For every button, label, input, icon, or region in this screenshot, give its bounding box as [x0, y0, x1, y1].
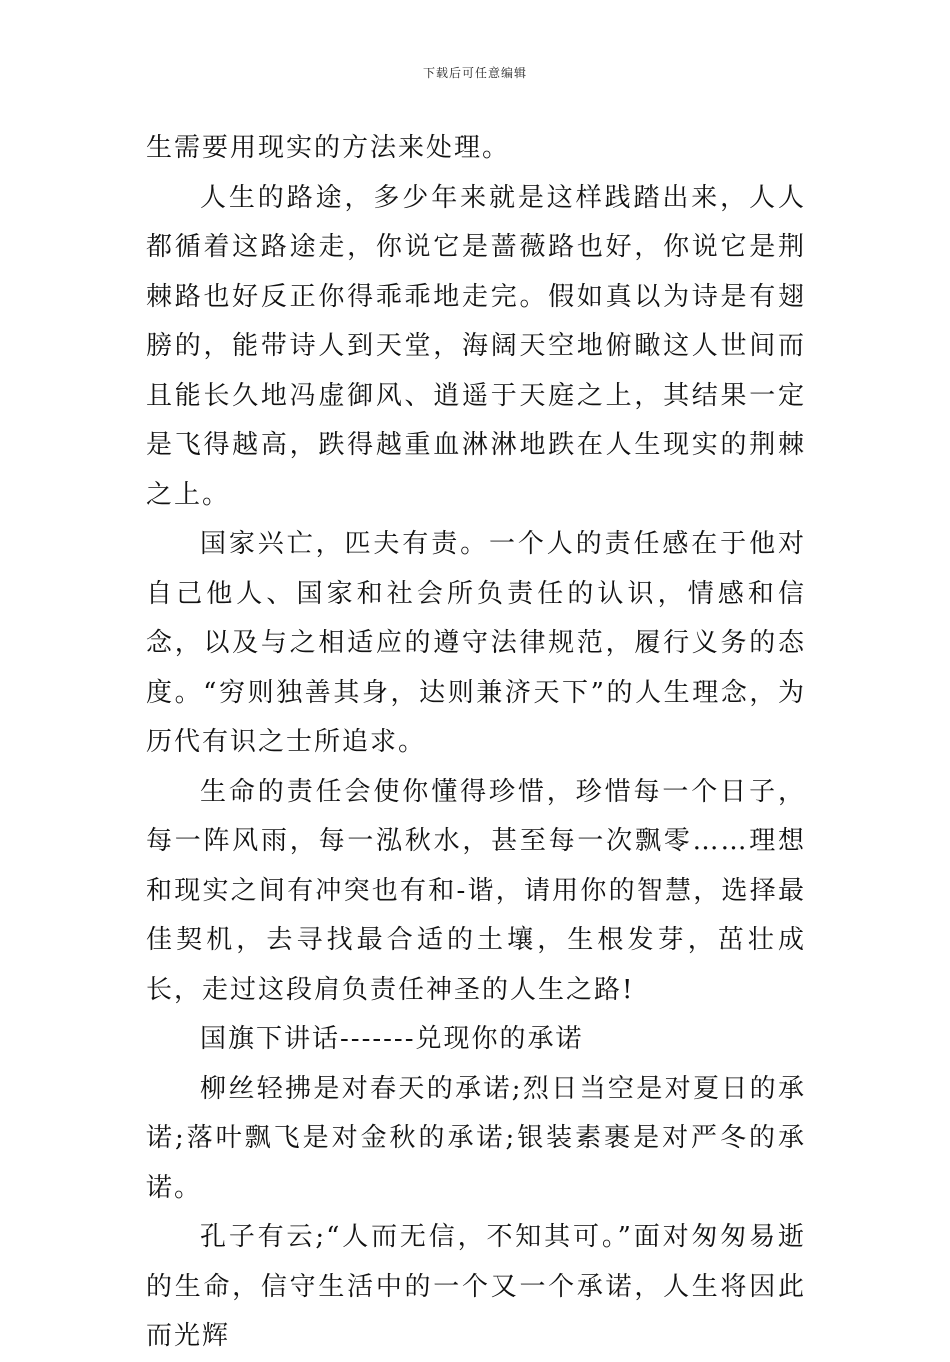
- body-text: [146, 124, 806, 1362]
- paragraph-5: 柳丝轻拂是对春天的承诺;烈日当空是对夏日的承诺;落叶飘飞是对金秋的承诺;银装素裹是对严冬的承诺。: [146, 1073, 806, 1203]
- paragraph-3: 国家兴亡，匹夫有责。一个人的责任感在于他对自己他人、国家和社会所负责任的认识，情感和信念，以及与之相适应的遵守法律规范，履行义务的态度。“穷则独善其身，达则兼济天下”的人生理念，为历代有识之士所追求。: [146, 529, 806, 757]
- paragraph-2: 人生的路途，多少年来就是这样践踏出来，人人都循着这路途走，你说它是蔷薇路也好，你说它是荆棘路也好反正你得乖乖地走完。假如真以为诗是有翅膀的，能带诗人到天堂，海阔天空地俯瞰这人世间而且能长久地冯虚御风、逍遥于天庭之上，其结果一定是飞得越高，跌得越重血淋淋地跌在人生现实的荆棘之上。: [146, 182, 806, 510]
- paragraph-6: 孔子有云;“人而无信，不知其可。”面对匆匆易逝的生命，信守生活中的一个又一个承诺，人生将因此而光辉: [146, 1222, 806, 1351]
- paragraph-1: 生需要用现实的方法来处理。: [146, 133, 511, 163]
- paragraph-4: 生命的责任会使你懂得珍惜，珍惜每一个日子，每一阵风雨，每一泓秋水，甚至每一次飘零……理想和现实之间有冲突也有和-谐，请用你的智慧，选择最佳契机，去寻找最合适的土壤，生根发芽，茁壮成长，走过这段肩负责任神圣的人生之路!: [146, 776, 806, 1005]
- page-header: 下载后可任意编辑: [422, 66, 527, 80]
- section-heading: 国旗下讲话-------兑现你的承诺: [200, 1024, 584, 1054]
